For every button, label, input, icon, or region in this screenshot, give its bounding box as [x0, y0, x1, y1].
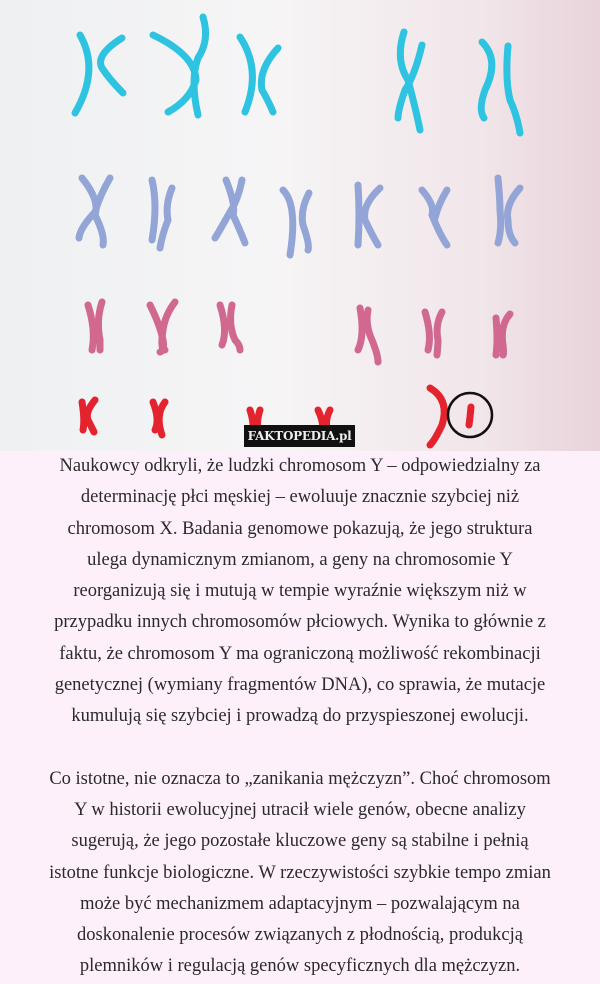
text-line: plemników i regulacją genów specyficznych dla mężczyzn. — [79, 956, 521, 977]
text-line: może być mechanizmem adaptacyjnym – pozwalającym na — [80, 893, 520, 914]
text-line: sugerują, że jego pozostałe kluczowe geny są stabilne i pełnią — [71, 831, 529, 852]
text-line: chromosom X. Badania genomowe pokazują, że jego struktura — [67, 518, 533, 539]
text-line: Co istotne, nie oznacza to „zanikania mężczyzn”. Choć chromosom — [49, 768, 551, 789]
text-line: genetycznej (wymiany fragmentów DNA), co sprawia, że mutacje — [54, 675, 546, 696]
text-line: przypadku innych chromosomów płciowych. Wynika to głównie z — [54, 612, 546, 633]
chromosome-row-1 — [75, 17, 520, 133]
text-line: istotne funkcje biologiczne. W rzeczywistości szybkie tempo zmian — [49, 862, 551, 883]
chromosome-row-2 — [79, 178, 520, 255]
text-line: Naukowcy odkryli, że ludzki chromosom Y – odpowiedzialny za — [59, 456, 541, 476]
chromosome-row-3 — [88, 302, 510, 362]
text-line: reorganizują się i mutują w tempie wyraźnie większym niż w — [73, 581, 527, 602]
text-line: doskonalenie procesów związanych z płodnością, produkcją — [77, 925, 523, 946]
text-line: faktu, że chromosom Y ma ograniczoną możliwość rekombinacji — [59, 643, 541, 664]
karyotype-image — [0, 0, 600, 451]
circled-y-chromosome — [448, 393, 492, 437]
text-line: Y w historii ewolucyjnej utracił wiele genów, obecne analizy — [74, 799, 526, 820]
paragraph-2 — [0, 764, 600, 983]
chromosome-illustration — [0, 0, 600, 451]
paragraph-1 — [0, 451, 600, 733]
text-line: ulega dynamicznym zmianom, a geny na chromosomie Y — [87, 549, 513, 570]
text-line: kumulują się szybciej i prowadzą do przyspieszonej ewolucji. — [71, 706, 529, 727]
text-line: determinację płci męskiej – ewoluuje znacznie szybciej niż — [80, 487, 520, 508]
article-text — [0, 451, 600, 983]
watermark-logo: FAKTOPEDIA.pl — [244, 425, 355, 447]
